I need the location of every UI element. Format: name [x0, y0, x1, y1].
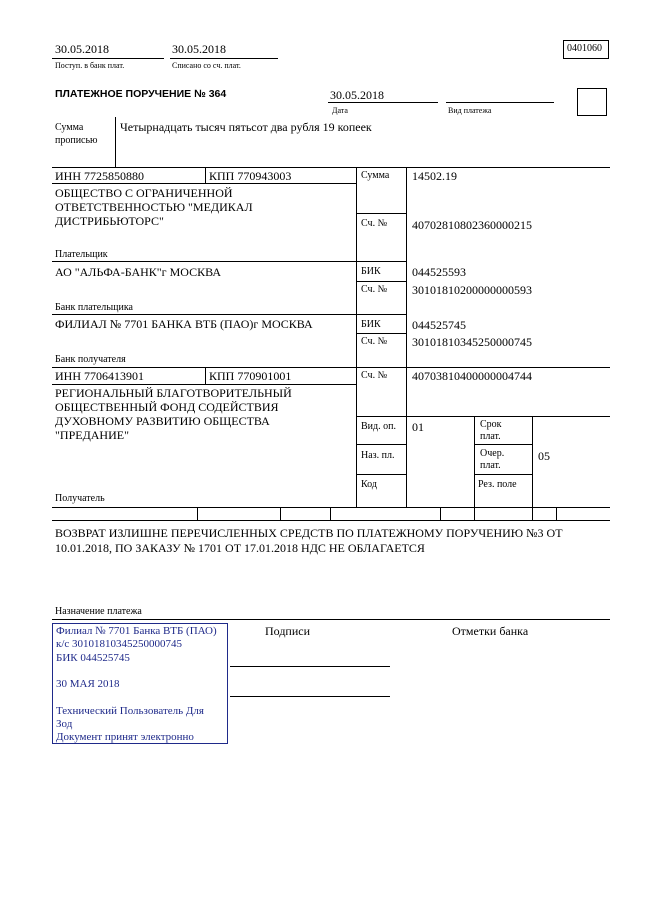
purpose-text: ВОЗВРАТ ИЗЛИШНЕ ПЕРЕЧИСЛЕННЫХ СРЕДСТВ ПО ПЛАТЕЖНОМУ ПОРУЧЕНИЮ №3 ОТ 10.01.2018, ПО ЗАКАЗУ № 1701 ОТ 17.01.2018 НДС НЕ ОБЛАГАЕТСЯ	[55, 526, 563, 555]
purpose-label: Назначение платежа	[55, 606, 142, 617]
payment-type-box	[577, 88, 607, 116]
payer-kpp: КПП 770943003	[209, 169, 292, 183]
order-date-label: Дата	[332, 106, 348, 115]
grid-line	[474, 444, 532, 445]
grid-line	[52, 167, 610, 168]
payee-acc-label: Сч. №	[361, 370, 388, 381]
date-received-label: Поступ. в банк плат.	[55, 61, 125, 70]
signature-line-1	[230, 666, 390, 667]
date-received: 30.05.2018	[55, 42, 109, 56]
payee-bank-acc-label: Сч. №	[361, 336, 388, 347]
grid-line	[356, 333, 406, 334]
stamp-user: Технический Пользователь Для Зод	[56, 704, 204, 731]
payee-bank-label: Банк получателя	[55, 354, 126, 365]
form-code-box	[563, 40, 609, 59]
signature-line-2	[230, 696, 390, 697]
priority-label: Очер. плат.	[480, 448, 505, 471]
payee-acc: 40703810400000004744	[412, 369, 532, 383]
stamp-line3: БИК 044525745	[56, 651, 130, 664]
grid-line	[356, 474, 406, 475]
payment-type-label: Вид платежа	[448, 106, 492, 115]
grid-line	[356, 213, 406, 214]
grid-line	[52, 314, 406, 315]
grid-line	[556, 507, 557, 520]
bank-stamp	[52, 623, 228, 744]
payee-bank-name: ФИЛИАЛ № 7701 БАНКА ВТБ (ПАО)г МОСКВА	[55, 317, 313, 331]
term-label: Срок плат.	[480, 419, 502, 442]
order-date-underline	[328, 102, 438, 103]
purpose-underline	[52, 619, 610, 620]
op-type-label: Вид. оп.	[361, 421, 396, 432]
purpose-code-label: Наз. пл.	[361, 450, 395, 461]
form-code: 0401060	[567, 43, 602, 54]
date-debited-underline	[170, 58, 278, 59]
payer-bank-name: АО "АЛЬФА-БАНК"г МОСКВА	[55, 265, 222, 279]
grid-line	[406, 167, 407, 507]
stamp-line1: Филиал № 7701 Банка ВТБ (ПАО)	[56, 625, 217, 637]
stamp-date: 30 МАЯ 2018	[56, 678, 120, 691]
payer-account-value: 40702810802360000215	[412, 218, 532, 232]
payer-bank-bik: 044525593	[412, 265, 466, 279]
stamp-status: Документ принят электронно	[56, 731, 194, 744]
grid-line	[330, 507, 331, 520]
signatures-label: Подписи	[265, 624, 311, 638]
priority-value: 05	[538, 449, 550, 463]
grid-line	[356, 281, 406, 282]
payee-bank-acc: 30101810345250000745	[412, 335, 532, 349]
date-received-underline	[52, 58, 164, 59]
grid-line	[205, 167, 206, 183]
grid-line	[356, 167, 357, 507]
page-title: ПЛАТЕЖНОЕ ПОРУЧЕНИЕ № 364	[55, 88, 227, 100]
amount-value: 14502.19	[412, 169, 457, 183]
grid-line	[280, 507, 281, 520]
grid-line	[52, 367, 610, 368]
payer-name: ОБЩЕСТВО С ОГРАНИЧЕННОЙ ОТВЕТСТВЕННОСТЬЮ "МЕДИКАЛ ДИСТРИБЬЮТОРС"	[55, 186, 253, 228]
payee-bank-bik-label: БИК	[361, 319, 381, 330]
grid-line	[532, 416, 533, 520]
payee-bank-bik: 044525745	[412, 318, 466, 332]
payee-label: Получатель	[55, 493, 105, 504]
payer-bank-acc: 30101810200000000593	[412, 283, 532, 297]
bank-marks-label: Отметки банка	[452, 624, 529, 638]
payer-bank-bik-label: БИК	[361, 266, 381, 277]
reserve-label: Рез. поле	[478, 479, 517, 490]
grid-line	[197, 507, 198, 520]
grid-line	[474, 474, 532, 475]
date-debited: 30.05.2018	[172, 42, 226, 56]
grid-line	[205, 367, 206, 384]
payee-inn: ИНН 7706413901	[55, 369, 144, 383]
date-debited-label: Списано со сч. плат.	[172, 61, 241, 70]
payer-inn: ИНН 7725850880	[55, 169, 144, 183]
payer-label: Плательщик	[55, 249, 108, 260]
grid-line	[474, 416, 475, 520]
payment-type-underline	[446, 102, 554, 103]
payee-name: РЕГИОНАЛЬНЫЙ БЛАГОТВОРИТЕЛЬНЫЙ ОБЩЕСТВЕННЫЙ ФОНД СОДЕЙСТВИЯ ДУХОВНОМУ РАЗВИТИЮ ОБЩЕСТВА "ПРЕДАНИЕ"	[55, 386, 292, 442]
stamp-line2: к/с 30101810345250000745	[56, 638, 183, 651]
grid-line	[52, 261, 406, 262]
payer-account-label: Сч. №	[361, 218, 388, 229]
grid-line	[52, 520, 610, 521]
order-date: 30.05.2018	[330, 88, 384, 102]
amount-words-label: Сумма прописью	[55, 122, 98, 146]
amount-words-value: Четырнадцать тысяч пятьсот два рубля 19 копеек	[120, 120, 372, 134]
payer-bank-label: Банк плательщика	[55, 302, 133, 313]
amount-label: Сумма	[361, 170, 390, 181]
code-label: Код	[361, 479, 377, 490]
amount-words-divider	[115, 117, 116, 167]
op-type-value: 01	[412, 420, 424, 434]
grid-line	[52, 507, 610, 508]
grid-line	[52, 384, 356, 385]
grid-line	[356, 444, 406, 445]
grid-line	[356, 416, 610, 417]
payee-kpp: КПП 770901001	[209, 369, 292, 383]
grid-line	[440, 507, 441, 520]
payer-bank-acc-label: Сч. №	[361, 284, 388, 295]
